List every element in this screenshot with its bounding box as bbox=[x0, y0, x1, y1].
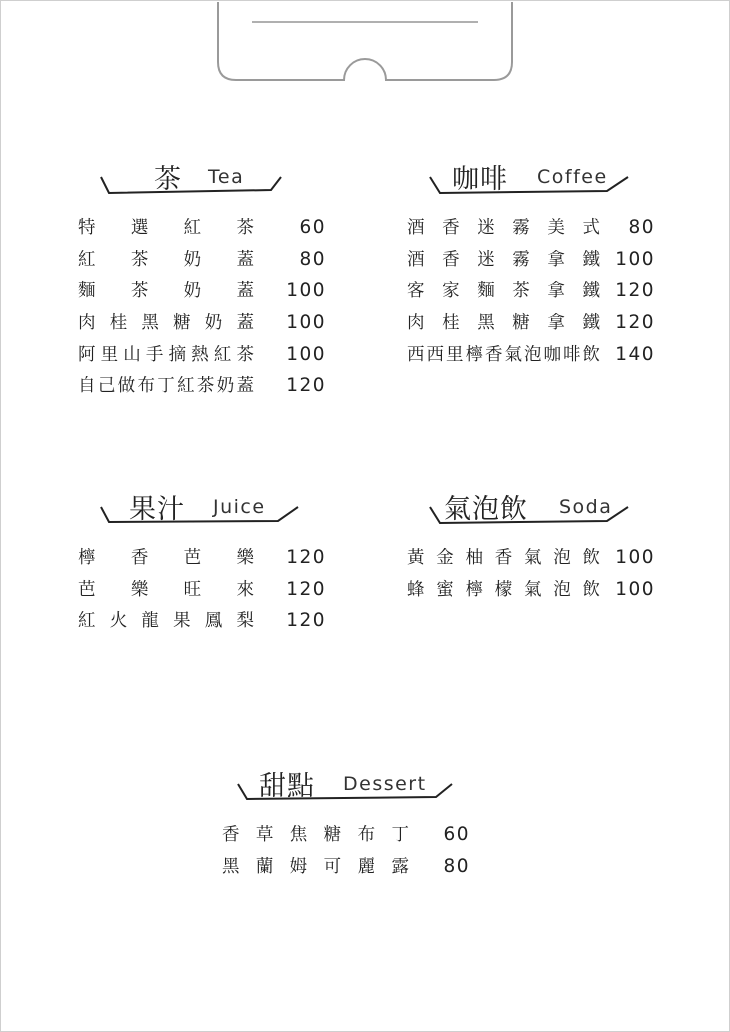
item-name bbox=[78, 547, 254, 579]
menu-item bbox=[407, 579, 667, 611]
section-soda bbox=[407, 483, 667, 610]
item-name-char: 樂 bbox=[130, 579, 149, 600]
section-title-zh: 果汁 bbox=[129, 494, 185, 525]
item-name-char: 阿 bbox=[78, 344, 96, 365]
item-price: 60 bbox=[443, 824, 470, 845]
item-name-char: 蘭 bbox=[255, 856, 274, 877]
item-name-char: 奶 bbox=[183, 281, 202, 302]
menu-item bbox=[407, 249, 667, 281]
item-price: 100 bbox=[615, 248, 655, 270]
item-name bbox=[78, 375, 254, 407]
item-name bbox=[78, 579, 254, 611]
item-name-char: 酒 bbox=[407, 249, 425, 270]
item-name bbox=[78, 610, 254, 642]
item-name-char: 姆 bbox=[289, 856, 308, 877]
item-name-char: 柚 bbox=[465, 548, 483, 568]
item-name bbox=[78, 280, 254, 312]
item-name-char: 蓋 bbox=[236, 376, 254, 397]
section-heading bbox=[407, 483, 667, 529]
item-name-char: 旺 bbox=[183, 579, 202, 600]
menu-item bbox=[78, 312, 338, 344]
item-name-char: 紅 bbox=[78, 249, 96, 270]
item-name-char: 火 bbox=[109, 611, 128, 632]
item-name-char: 香 bbox=[130, 548, 149, 568]
item-price: 120 bbox=[286, 375, 326, 397]
menu-item bbox=[78, 579, 338, 611]
item-price: 100 bbox=[615, 547, 655, 568]
item-price: 100 bbox=[286, 312, 326, 334]
item-name-char: 手 bbox=[145, 344, 164, 365]
item-name-char: 香 bbox=[485, 344, 503, 365]
item-price: 120 bbox=[286, 578, 326, 600]
item-name-char: 果 bbox=[173, 611, 191, 632]
item-name-char: 咖 bbox=[543, 344, 561, 365]
item-name-char: 黃 bbox=[407, 548, 425, 568]
item-name-char: 飲 bbox=[582, 344, 600, 365]
item-name-char: 黑 bbox=[222, 856, 240, 877]
item-name-char: 特 bbox=[78, 218, 96, 238]
item-name-char: 拿 bbox=[547, 313, 565, 334]
item-name-char: 式 bbox=[582, 218, 600, 238]
section-title-zh: 茶 bbox=[154, 164, 182, 195]
item-price: 120 bbox=[286, 610, 326, 632]
menu-item bbox=[407, 547, 667, 579]
heading-bracket-graphic bbox=[78, 153, 308, 199]
item-name-char: 檸 bbox=[465, 344, 483, 365]
menu-item bbox=[222, 824, 482, 856]
item-name-char: 飲 bbox=[582, 579, 600, 600]
item-name-char: 糖 bbox=[323, 825, 342, 845]
item-name-char: 蓋 bbox=[236, 281, 254, 302]
menu-item bbox=[78, 547, 338, 579]
item-name-char: 香 bbox=[442, 249, 460, 270]
item-name-char: 紅 bbox=[177, 376, 195, 397]
menu-item bbox=[78, 217, 338, 249]
item-name-char: 茶 bbox=[236, 218, 254, 238]
item-name-char: 里 bbox=[100, 344, 119, 365]
item-name-char: 里 bbox=[446, 344, 464, 365]
item-name-char: 茶 bbox=[512, 281, 530, 302]
item-name-char: 芭 bbox=[183, 548, 202, 568]
item-name-char: 麵 bbox=[477, 281, 495, 302]
item-name-char: 氣 bbox=[524, 579, 542, 600]
menu-item bbox=[407, 312, 667, 344]
item-name-char: 黑 bbox=[477, 313, 495, 334]
item-name-char: 檸 bbox=[78, 548, 96, 568]
item-name-char: 拿 bbox=[547, 249, 565, 270]
item-name-char: 糖 bbox=[512, 313, 530, 334]
item-name-char: 香 bbox=[442, 218, 460, 238]
item-name-char: 茶 bbox=[130, 249, 149, 270]
item-name-char: 龍 bbox=[141, 611, 159, 632]
item-name-char: 來 bbox=[236, 579, 254, 600]
item-name-char: 茶 bbox=[130, 281, 149, 302]
item-name bbox=[222, 824, 409, 856]
item-name-char: 露 bbox=[391, 856, 409, 877]
item-name-char: 香 bbox=[222, 825, 240, 845]
item-price: 80 bbox=[443, 855, 470, 877]
item-name-char: 鐵 bbox=[582, 249, 600, 270]
item-name-char: 泡 bbox=[553, 579, 571, 600]
item-name-char: 選 bbox=[130, 218, 149, 238]
item-name bbox=[78, 249, 254, 281]
item-name-char: 香 bbox=[494, 548, 513, 568]
item-name-char: 布 bbox=[357, 825, 376, 845]
item-name-char: 麗 bbox=[357, 856, 376, 877]
item-name-char: 自 bbox=[78, 376, 96, 397]
section-juice bbox=[78, 483, 338, 642]
item-price: 60 bbox=[299, 217, 326, 238]
phone-outline-graphic bbox=[0, 0, 730, 90]
menu-item bbox=[78, 280, 338, 312]
item-price: 120 bbox=[286, 547, 326, 568]
item-price: 120 bbox=[615, 280, 655, 302]
item-price: 140 bbox=[615, 343, 655, 365]
item-name-char: 金 bbox=[436, 548, 454, 568]
item-name bbox=[407, 547, 600, 579]
item-price: 100 bbox=[286, 280, 326, 302]
item-name-char: 酒 bbox=[407, 218, 425, 238]
item-name bbox=[407, 344, 600, 376]
item-name-char: 梨 bbox=[236, 611, 254, 632]
menu-item bbox=[407, 280, 667, 312]
item-price: 100 bbox=[286, 343, 326, 365]
item-name-char: 芭 bbox=[78, 579, 96, 600]
section-title-en: Coffee bbox=[537, 166, 608, 188]
item-price: 100 bbox=[615, 578, 655, 600]
section-title-zh: 甜點 bbox=[259, 771, 315, 802]
item-name-char: 熱 bbox=[191, 344, 209, 365]
section-heading bbox=[78, 483, 338, 529]
heading-bracket-graphic bbox=[78, 483, 308, 529]
item-price: 80 bbox=[299, 248, 326, 270]
item-name-char: 桂 bbox=[109, 313, 128, 334]
item-name-char: 紅 bbox=[183, 218, 202, 238]
item-name-char: 草 bbox=[255, 825, 274, 845]
item-price: 120 bbox=[615, 312, 655, 334]
item-name-char: 鳳 bbox=[204, 611, 223, 632]
section-title-en: Soda bbox=[559, 496, 613, 518]
item-name-char: 樂 bbox=[236, 548, 254, 568]
item-name-char: 桂 bbox=[442, 313, 460, 334]
item-name-char: 紅 bbox=[78, 611, 96, 632]
item-name-char: 美 bbox=[547, 218, 565, 238]
item-name-char: 黑 bbox=[141, 313, 159, 334]
section-heading bbox=[407, 153, 667, 199]
item-name-char: 迷 bbox=[477, 249, 495, 270]
item-name bbox=[407, 217, 600, 249]
item-name-char: 山 bbox=[123, 344, 141, 365]
item-name-char: 檸 bbox=[465, 579, 483, 600]
item-name-char: 西 bbox=[407, 344, 425, 365]
section-dessert bbox=[222, 760, 482, 887]
item-price: 80 bbox=[628, 217, 655, 238]
section-tea bbox=[78, 153, 338, 407]
item-name-char: 泡 bbox=[524, 344, 542, 365]
item-name-char: 霧 bbox=[512, 218, 530, 238]
item-name-char: 糖 bbox=[173, 313, 191, 334]
item-name bbox=[78, 344, 254, 376]
item-name-char: 肉 bbox=[407, 313, 425, 334]
item-name-char: 紅 bbox=[213, 344, 232, 365]
item-name-char: 拿 bbox=[547, 281, 565, 302]
item-name-char: 奶 bbox=[204, 313, 223, 334]
item-name-char: 霧 bbox=[512, 249, 530, 270]
item-name-char: 麵 bbox=[78, 281, 96, 302]
menu-item bbox=[78, 375, 338, 407]
item-name bbox=[407, 312, 600, 344]
item-name-char: 茶 bbox=[196, 376, 215, 397]
item-name-char: 家 bbox=[442, 281, 460, 302]
item-name-char: 迷 bbox=[477, 218, 495, 238]
item-name-char: 鐵 bbox=[582, 281, 600, 302]
section-title-en: Juice bbox=[213, 496, 266, 518]
item-name bbox=[407, 579, 600, 611]
item-name-char: 西 bbox=[426, 344, 444, 365]
section-heading bbox=[78, 153, 338, 199]
section-coffee bbox=[407, 153, 667, 375]
section-heading bbox=[222, 760, 482, 806]
menu-item bbox=[78, 610, 338, 642]
item-name-char: 啡 bbox=[563, 344, 581, 365]
section-title-zh: 咖啡 bbox=[452, 164, 508, 195]
menu-item bbox=[407, 344, 667, 376]
item-name-char: 客 bbox=[407, 281, 425, 302]
section-title-zh: 氣泡飲 bbox=[444, 494, 528, 525]
menu-item bbox=[78, 249, 338, 281]
item-name-char: 蜜 bbox=[436, 579, 454, 600]
item-name-char: 肉 bbox=[78, 313, 96, 334]
item-name bbox=[407, 249, 600, 281]
item-name-char: 蓋 bbox=[236, 249, 254, 270]
item-name-char: 氣 bbox=[504, 344, 522, 365]
item-name-char: 泡 bbox=[553, 548, 571, 568]
item-name-char: 蜂 bbox=[407, 579, 425, 600]
item-name-char: 做 bbox=[117, 376, 136, 397]
item-name-char: 摘 bbox=[168, 344, 187, 365]
item-name-char: 布 bbox=[137, 376, 155, 397]
item-name-char: 蓋 bbox=[236, 313, 254, 334]
item-name-char: 丁 bbox=[157, 376, 175, 397]
item-name-char: 奶 bbox=[183, 249, 202, 270]
item-name-char: 鐵 bbox=[582, 313, 600, 334]
item-name-char: 焦 bbox=[289, 825, 308, 845]
item-name-char: 奶 bbox=[216, 376, 235, 397]
menu-item bbox=[78, 344, 338, 376]
item-name-char: 飲 bbox=[582, 548, 600, 568]
item-name-char: 氣 bbox=[524, 548, 542, 568]
item-name bbox=[222, 856, 409, 888]
item-name-char: 丁 bbox=[391, 825, 409, 845]
menu-item bbox=[222, 856, 482, 888]
item-name-char: 茶 bbox=[236, 344, 254, 365]
section-title-en: Dessert bbox=[343, 773, 427, 795]
item-name-char: 檬 bbox=[494, 579, 513, 600]
item-name bbox=[78, 217, 254, 249]
section-title-en: Tea bbox=[208, 166, 245, 188]
item-name bbox=[78, 312, 254, 344]
item-name-char: 可 bbox=[323, 856, 342, 877]
item-name bbox=[407, 280, 600, 312]
menu-item bbox=[407, 217, 667, 249]
item-name-char: 己 bbox=[97, 376, 116, 397]
